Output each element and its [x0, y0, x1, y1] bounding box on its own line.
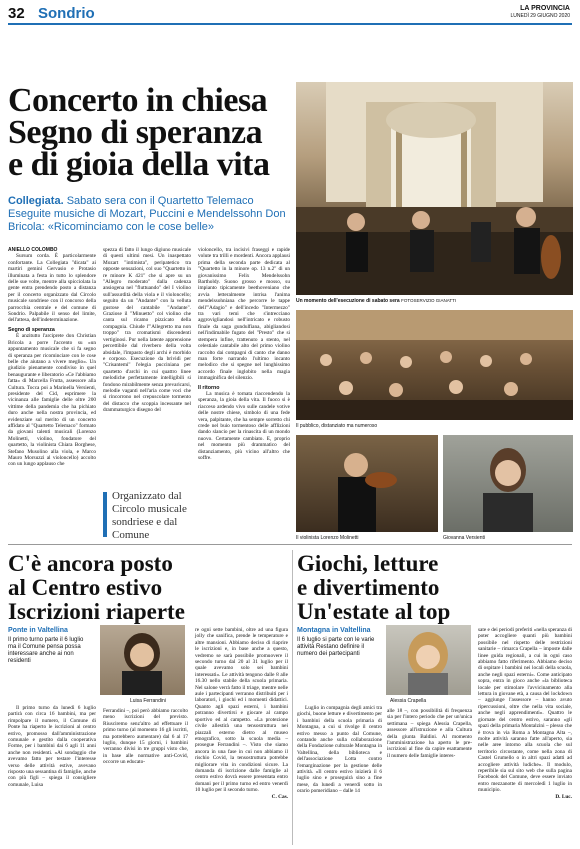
main-headline [8, 82, 298, 183]
pull-quote: Organizzato dal Circolo musicale sondriese e dal Comune [112, 490, 187, 541]
box-marker [103, 492, 107, 537]
crapella-photo [386, 625, 471, 695]
audience-photo-art [296, 310, 573, 420]
ferrandini-photo-art [100, 625, 185, 695]
crapella-photo-art [386, 625, 471, 695]
byline: ANIELLO COLOMBO [8, 247, 58, 253]
concert-photo [296, 82, 573, 295]
section-separator [8, 544, 572, 545]
right-story-kicker: Montagna in Valtellina [297, 627, 371, 634]
subhead: Segno di speranza [8, 326, 55, 333]
header-rule [8, 23, 572, 25]
headline-line: Un'estate al top [297, 599, 451, 624]
page-number: 32 [8, 5, 25, 22]
hero-caption [296, 298, 573, 304]
signoff: C. Cas. [271, 793, 288, 800]
photo-credit: FOTOSERVIZIO GIANATTI [401, 298, 457, 303]
article-column-3 [198, 247, 290, 461]
main-subtitle [8, 195, 293, 234]
article-column-2 [103, 247, 191, 487]
left-story-column-1 [8, 705, 96, 788]
headline-line: Segno di speranza [8, 114, 263, 151]
subtitle-text: Sabato sera con il Quartetto Telemaco Eseguite musiche di Mozart, Puccini e Mendelssohn Don Bricola: «Ricominciamo con le cose belle» [8, 195, 286, 233]
ferrandini-photo [100, 625, 185, 695]
paragraph: Ferrandini –, poi però abbiamo raccolto meno iscrizioni del previsto. Riusciremo senz'altro ad effettuare il primo turno (al momento 16 gli iscritti, ma potrebbero aumentare) dal 6 al 17 luglio, dunque 15 giorni, i bambini verranno divisi in tre gruppi visto che, in base alle normative anti-Covid, occorre un educato- [103, 708, 188, 766]
signoff: D. Luc. [555, 793, 572, 800]
paragraph: Il primo turno da lunedì 6 luglio partirà con circa 16 bambini, ma per rimpolpare il numero, il Comune di Ponte ha riaperto le iscrizioni al centro estivo, promosso dall'amministrazione comunale e gestito dalla cooperativa Forme, per i bambini dai 6 agli 11 anni anche non residenti. «Al sondaggio che avevamo fatto per testare l'interesse verso delle attività estive, avevano risposto una sessantina di famiglie, anche con più figli – spiega il consigliere comunale, Luisa [8, 705, 96, 788]
crapella-caption: Alessia Crapella [390, 698, 427, 704]
violinist-caption: Il violinista Lorenzo Molinetti [296, 535, 359, 541]
right-story-column-2 [387, 708, 472, 759]
paragraph: È anzitutto l'arciprete don Christian Bricola a porre l'accento su «un appuntamento musicale che si fa segno di speranza per ricominciare con le cose belle che aiutano a vivere meglio». Un giudizio pienamente condiviso in quel benaugurante e liberatorio «Ce l'abbiamo fatta» di Marcella Frutta, assessore alla Cultura. Tocca poi a Marinella Versienti, presidente del Cid, esprimere la vicinanza alle famiglie delle oltre 200 vittime della pandemia che ha pichiato duro anche nella nostra provincia, ed evidenziare sul merito di un concerto affidato al "Quartetto Telemaco" formato da giovani talenti musicali (Lorenzo Molinetti, violino, fondatore del quartetto, la violinista Chiara Borghese, Stefano Musolino alla viola, e Marco Mauro Morsuzzi al violoncello) accolto con un lungo applauso che [8, 333, 96, 468]
section-name: Sondrio [38, 5, 95, 22]
headline-line: Giochi, letture [297, 551, 439, 576]
right-story-column-3 [478, 627, 572, 800]
paragraph: La musica è tornata riaccendendo la speranza, la gioia della vita. Il fuoco si è riacceso ardendo vivo sulle candele votive delle nostre chiese, simbolo di una fede vera, palpitante, che ha sempre sorretto chi crede nel buio tormentoso delle afflizioni dando slancio per la rinascita di un mondo nuovo. Certamente cambiato. E, proprio nel momento più drammatico del distanziamento, più vicino all'altro che soffre. [198, 390, 290, 461]
paragraph: Sursum corda. È particolarmente confortante. La Collegiata "dicata" ai martiri gemini Gervasio e Protasio illuminata a festa in tutto lo splendore delle sue volte, mentre alla spicciolata la gente entra prendendo posto a distanza per il concerto organizzato dal Circolo musicale sondriese con il concorso della parrocchia centrale e del comune di Sondrio. Palpabile il senso del limite, dell'attesa, dell'indeterminazione. [8, 253, 96, 324]
versienti-caption: Giovanna Versienti [443, 535, 485, 541]
ferrandini-caption: Luisa Ferrandini [130, 698, 166, 704]
hero-caption-text: Un momento dell'esecuzione di sabato sera [296, 298, 400, 304]
paragraph: re ogni sette bambini, oltre ad una figura jolly che sanifica, prende le temperature e altre mansioni. Abbiamo deciso di riaprire le iscrizioni e, in base anche a questo, vedremo se sarà possibile promuovere il secondo turno dal 20 al 31 luglio per il quale avevamo solo sei bambini interessati». Le attività tengono dalle 8 alle 16.30 nello stabile della scuola primaria. Nel salone verrà fatto il triage, mentre nelle aule i partecipanti verranno distribuiti per i laboratori, i giochi ed i momenti didattici. Quanto agli spazi esterni, i bambini potranno divertirsi e giocare al campo sportivo ed al campetto. «La protezione civile allestirà una tensostruttura nei piazzali esterno dietro al museo etnografico, sotto la scuola media – prosegue Ferrandini –. Visto che siamo ancora in una fase in cui non abbiamo il rischio Covid, la tensostruttura potrebbe migliorare vita in condizioni sicure. La domanda di iscrizione dalle famiglie al centro estivo dovrà essere presentata entro domani per il primo turno ed entro venerdì 10 luglio per il secondo turno. [195, 627, 288, 794]
versienti-photo-art [443, 435, 573, 532]
subhead: Il ritorno [198, 384, 220, 391]
right-story-column-1 [297, 705, 382, 795]
versienti-photo [443, 435, 573, 532]
headline-line: Iscrizioni riaperte [8, 599, 185, 624]
paragraph: spezza di fatto il lungo digiuno musicale di questi ultimi mesi. Un inaspettato Mozart "intimista", peripatetico tra opposte sensazioni, col suo "Quartetto in re minore K 421" che si apre su un "Allegro moderato" dalla cadenza ansiogena nel "fluttuando" del I violino sull'assurdità della viola e il violoncello; seguito da un "Andante" con la velluta gustose del cantabile "Andante". Graziose il "Minuetto" col violino che canta sul ricamo pizzicato della compagnia. Chiude l'"Allegretto ma non troppo" tra cromatismi discendenti vertiginosi. Pur nella latente apprensione percettibile dal riverbero della volta absidale, l'impasto degli archi è morbido e corposo. Esecuzione da brividi per "Crisantemi" l'elegia pucciniana per quartetto d'archi in cui quattro linee melodiche perfettamente intelligibili si fondono mirabilmente senza prevaricarsi, melodie vaganti nell'aria come voci che si rincorrono nel crepuscolare tormento del distacco che scoppia incessante nel drammaturgico disegno del [103, 247, 191, 414]
headline-line: e di gioia della vita [8, 146, 270, 183]
subtitle-kicker: Collegiata. [8, 195, 64, 207]
issue-date: LUNEDÌ 29 GIUGNO 2020 [510, 13, 570, 19]
left-story-lead: Il primo turno parte il 6 luglio ma il Comune pensa possa interessare anche ai non residenti [8, 637, 84, 664]
paragraph: violoncello, tra incisivi fraseggi e rapide volute tra trilli e mordenti. Ancora applausi prima della seconda parte dedicata al "Quartetto in la minore op. 13 n.2" di un giovanissimo Felix Mendelssohn Bartholdy. Suono grosso e mosso, su impianto tipicamente beethoveniano che avvia letteralmente intrisa l'anima mendelssohniana che percorre le tappe dell'"Adagio" e dell'incedo "Intermezzo" tra vari temi che s'intrecciano aggrovigliandosi nell'intricato e robusto finale da saga gundulfiana, abigliandosi nell'indimabile fugato del "Presto" che si stempera infine, trattenuto a stento, nel celestiale cantabile alto del primo violino raccolto dai compagni di canto che danno man forte narrando l'ultimo incanto melodico che si spegne nel lunghissimo accordo finale inglobito nella magia immaginifica del silenzio. [198, 247, 290, 382]
headline-line: Concerto in chiesa [8, 82, 268, 119]
column-separator [292, 550, 293, 845]
paragraph: Luglio in compagnia degli amici tra giochi, buone letture e divertimento per i bambini della scuola primaria di Montagna, a cui si rivolge il centro estivo messo a punto dal Comune, contando anche sulla collaborazione della Fondazione culturale Montagna in Valtellina, della biblioteca e dell'associazione Lotta contro l'emarginazione per la gestione delle attività. «Il centro estivo inizierà il 6 luglio sino e proseguirà sino a fine mese, da lunedì a venerdì sotto in orario pomeridiano – dalle 14 [297, 705, 382, 795]
left-story-column-2 [103, 708, 188, 766]
right-story-headline [297, 552, 572, 624]
headline-line: C'è ancora posto [8, 551, 173, 576]
right-story-lead: Il 6 luglio si parte con le varie attività Restano definire il numero dei partecipanti [297, 637, 375, 657]
headline-line: e divertimento [297, 575, 440, 600]
paragraph: sate e dei periodi preferiti «nella speranza di poter accogliere quanti più bambini possibile nel rispetto delle restrizioni sanitarie – rimarca Crapella – imposte dalle linee guida regionali, a cui in ogni caso abbiamo fatto riferimento. Abbiamo deciso di ospitare i bambini nei locali della scuola, anche negli spazi esterni». Come anticipato sopra, entra in gioco anche «la biblioteca locale per stimolare l'avvicinamento alla lettura in giovane età, a causa del lockdown – aggiunge l'assessore – hanno avuto ripercussioni, oltre che nella vita sociale, anche negli apprendimenti». Quattro le giornate del centro estivo, saranno «gli spazi della primaria Montalzini – plesso che è trova in via Roma a Montagna Alta –, molte attività saranno fatte all'aperto, sia nelle aree intorno alla scuola che sul territorio circostante, come nella zona di Castel Grumello o in altri spazi adatti ad accogliere attività ludiche». Il modulo, reperibile sia sul sito web che sulla pagina Facebook del Comune, deve essere inviato entro mezzanotte di mercoledì 1 luglio in municipio. [478, 627, 572, 794]
paper-name: LA PROVINCIA [520, 5, 570, 12]
concert-photo-art [296, 82, 573, 295]
left-story-kicker: Ponte in Valtellina [8, 627, 68, 634]
headline-line: al Centro estivo [8, 575, 163, 600]
article-column-1 [8, 247, 96, 468]
left-story-column-3 [195, 627, 288, 800]
audience-caption: Il pubblico, distanziato ma numeroso [296, 423, 378, 429]
violinist-photo [296, 435, 438, 532]
left-story-headline [8, 552, 288, 624]
audience-photo [296, 310, 573, 420]
paragraph: alle 18 –, con possibilità di frequenza sia per l'intero periodo che per un'unica settimana – spiega Alessia Crapella, assessore all'istruzione e alla Cultura della giunta Baldini. Al momento l'amministrazione ha aperto le pre-iscrizioni al fine da capire esattamente il numero delle famiglie interes- [387, 708, 472, 759]
violinist-photo-art [296, 435, 438, 532]
